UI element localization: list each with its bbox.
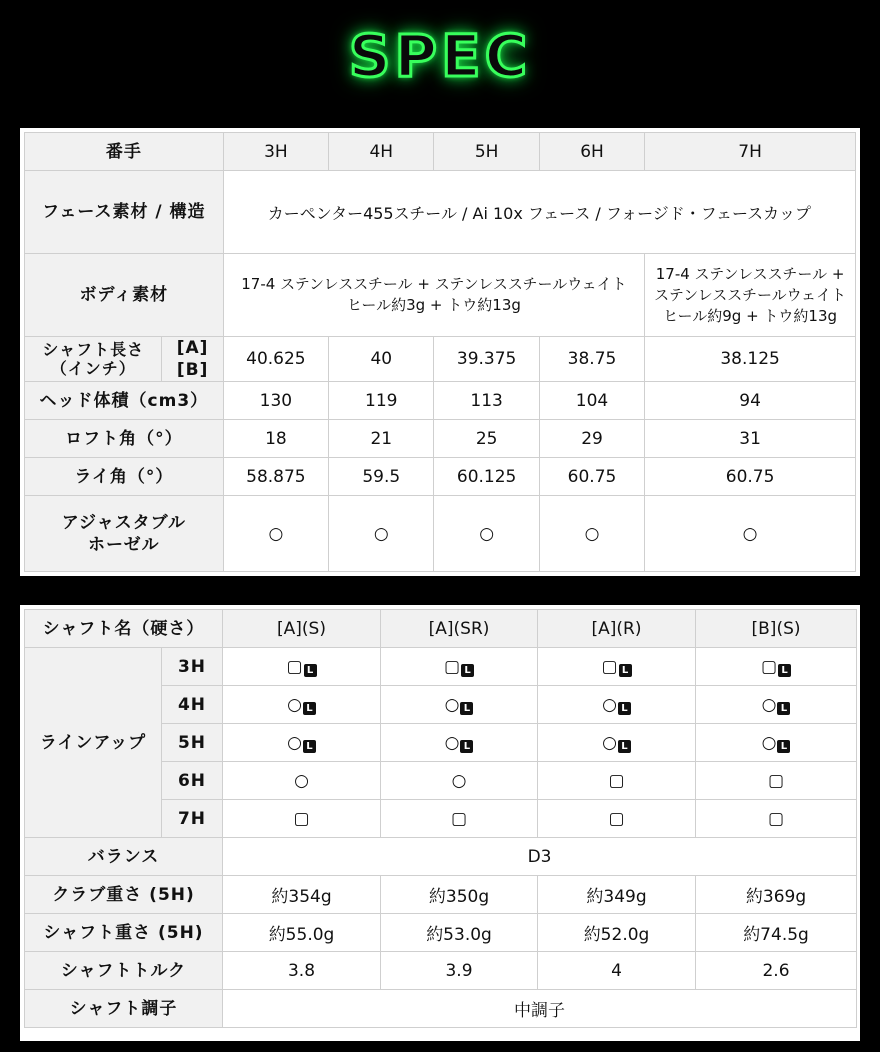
table-row-shaft-name	[25, 610, 857, 648]
circle-mark: ○	[287, 732, 302, 753]
square-mark: ▢	[760, 656, 778, 677]
value-cell: 40.625	[223, 337, 328, 382]
value-cell: ○	[434, 496, 539, 572]
lineup-cell	[538, 686, 696, 724]
number-cell: 6H	[539, 133, 644, 171]
value-cell: 38.75	[539, 337, 644, 382]
lineup-cell	[381, 724, 538, 762]
value-cell: 29	[539, 420, 644, 458]
shaft-name-cell: [B](S)	[696, 610, 857, 648]
lineup-cell	[381, 800, 538, 838]
shaft-name-cell: [A](SR)	[381, 610, 538, 648]
lineup-number: 6H	[162, 762, 223, 800]
square-mark: ▢	[450, 808, 468, 829]
l-badge-icon: L	[460, 702, 473, 715]
value-cell: 約74.5g	[696, 914, 857, 952]
shaft-table	[24, 609, 857, 1028]
lineup-cell	[696, 762, 857, 800]
table-row-lie	[25, 458, 856, 496]
number-cell: 3H	[223, 133, 328, 171]
row-header: クラブ重さ (5H)	[25, 876, 223, 914]
lineup-number: 7H	[162, 800, 223, 838]
number-cell: 7H	[645, 133, 856, 171]
value-cell: 約53.0g	[381, 914, 538, 952]
row-header: ライ角（°）	[25, 458, 224, 496]
lineup-row	[25, 648, 857, 686]
value-cell: ○	[329, 496, 434, 572]
circle-mark: ○	[602, 732, 617, 753]
row-header: ロフト角（°）	[25, 420, 224, 458]
value-cell: 2.6	[696, 952, 857, 990]
row-header: シャフト重さ (5H)	[25, 914, 223, 952]
table-row-face	[25, 171, 856, 254]
row-header: ボディ素材	[25, 254, 224, 337]
l-badge-icon: L	[303, 740, 316, 753]
value-cell: ○	[223, 496, 328, 572]
circle-mark: ○	[287, 694, 302, 715]
row-header: ヘッド体積（cm3）	[25, 382, 224, 420]
value-cell: 38.125	[645, 337, 856, 382]
circle-mark: ○	[761, 732, 777, 753]
value-cell: 約52.0g	[538, 914, 696, 952]
table-row-torque	[25, 952, 857, 990]
value-cell: 39.375	[434, 337, 539, 382]
shaft-name-cell: [A](R)	[538, 610, 696, 648]
lineup-cell	[538, 762, 696, 800]
l-badge-icon: L	[304, 664, 317, 677]
l-badge-icon: L	[777, 740, 790, 753]
lineup-cell	[696, 648, 857, 686]
square-mark: ▢	[767, 770, 785, 791]
circle-mark: ○	[444, 694, 460, 715]
page-title: SPEC	[348, 22, 532, 90]
lineup-number: 4H	[162, 686, 223, 724]
number-cell: 4H	[329, 133, 434, 171]
value-cell: ○	[539, 496, 644, 572]
lineup-cell	[696, 800, 857, 838]
value-cell: 60.125	[434, 458, 539, 496]
kick-value: 中調子	[223, 990, 857, 1028]
row-subheader: [A][B]	[162, 337, 223, 382]
l-badge-icon: L	[619, 664, 632, 677]
row-header: フェース素材 / 構造	[25, 171, 224, 254]
value-cell: 58.875	[223, 458, 328, 496]
lineup-cell	[538, 800, 696, 838]
table-row-shaft-weight	[25, 914, 857, 952]
value-cell: 約369g	[696, 876, 857, 914]
value-cell: ○	[645, 496, 856, 572]
value-cell: 18	[223, 420, 328, 458]
value-cell: 約349g	[538, 876, 696, 914]
square-mark: ▢	[767, 808, 785, 829]
row-header: バランス	[25, 838, 223, 876]
value-cell: 3.8	[223, 952, 381, 990]
lineup-number: 3H	[162, 648, 223, 686]
lineup-cell	[696, 686, 857, 724]
face-value: カーペンター455スチール / Ai 10x フェース / フォージド・フェースカップ	[223, 171, 855, 254]
circle-mark: ○	[444, 732, 460, 753]
square-mark: ▢	[608, 770, 625, 791]
circle-mark: ○	[602, 694, 617, 715]
l-badge-icon: L	[618, 740, 631, 753]
row-header: シャフト調子	[25, 990, 223, 1028]
table-row-number	[25, 133, 856, 171]
row-header: アジャスタブルホーゼル	[25, 496, 224, 572]
lineup-cell	[223, 686, 381, 724]
lineup-cell	[381, 648, 538, 686]
table-row-shaft-length	[25, 337, 856, 382]
spec-table-panel	[20, 128, 860, 576]
table-row-kick	[25, 990, 857, 1028]
lineup-cell	[223, 724, 381, 762]
balance-value: D3	[223, 838, 857, 876]
row-header: ラインアップ	[25, 648, 162, 838]
circle-mark: ○	[294, 770, 309, 791]
value-cell: 60.75	[539, 458, 644, 496]
square-mark: ▢	[608, 808, 625, 829]
circle-mark: ○	[761, 694, 777, 715]
lineup-cell	[223, 800, 381, 838]
lineup-cell	[538, 724, 696, 762]
value-cell: 31	[645, 420, 856, 458]
lineup-cell	[696, 724, 857, 762]
table-row-hosel	[25, 496, 856, 572]
square-mark: ▢	[286, 656, 303, 677]
value-cell: 約350g	[381, 876, 538, 914]
lineup-cell	[223, 762, 381, 800]
lineup-number: 5H	[162, 724, 223, 762]
value-cell: 130	[223, 382, 328, 420]
value-cell: 94	[645, 382, 856, 420]
circle-mark: ○	[451, 770, 467, 791]
shaft-table-panel	[20, 605, 860, 1041]
value-cell: 119	[329, 382, 434, 420]
value-cell: 40	[329, 337, 434, 382]
lineup-cell	[223, 648, 381, 686]
table-row-club-weight	[25, 876, 857, 914]
lineup-cell	[381, 762, 538, 800]
square-mark: ▢	[293, 808, 310, 829]
lineup-cell	[538, 648, 696, 686]
value-cell: 59.5	[329, 458, 434, 496]
l-badge-icon: L	[777, 702, 790, 715]
number-cell: 5H	[434, 133, 539, 171]
table-row-balance	[25, 838, 857, 876]
value-cell: 104	[539, 382, 644, 420]
shaft-name-cell: [A](S)	[223, 610, 381, 648]
l-badge-icon: L	[460, 740, 473, 753]
l-badge-icon: L	[461, 664, 474, 677]
l-badge-icon: L	[618, 702, 631, 715]
l-badge-icon: L	[303, 702, 316, 715]
l-badge-icon: L	[778, 664, 791, 677]
row-header: シャフト長さ（インチ）	[25, 337, 162, 382]
value-cell: 21	[329, 420, 434, 458]
value-cell: 約354g	[223, 876, 381, 914]
lineup-cell	[381, 686, 538, 724]
row-header: シャフト名（硬さ）	[25, 610, 223, 648]
row-header: シャフトトルク	[25, 952, 223, 990]
row-header: 番手	[25, 133, 224, 171]
table-row-head-volume	[25, 382, 856, 420]
square-mark: ▢	[443, 656, 461, 677]
body-value: 17-4 ステンレススチール + ステンレススチールウェイト ヒール約3g + トウ約13g	[223, 254, 645, 337]
spec-table	[24, 132, 856, 572]
value-cell: 約55.0g	[223, 914, 381, 952]
value-cell: 113	[434, 382, 539, 420]
value-cell: 60.75	[645, 458, 856, 496]
value-cell: 25	[434, 420, 539, 458]
value-cell: 4	[538, 952, 696, 990]
body-value-7h: 17-4 ステンレススチール + ステンレススチールウェイト ヒール約9g + トウ約13g	[645, 254, 856, 337]
square-mark: ▢	[601, 656, 618, 677]
value-cell: 3.9	[381, 952, 538, 990]
table-row-loft	[25, 420, 856, 458]
table-row-body	[25, 254, 856, 337]
